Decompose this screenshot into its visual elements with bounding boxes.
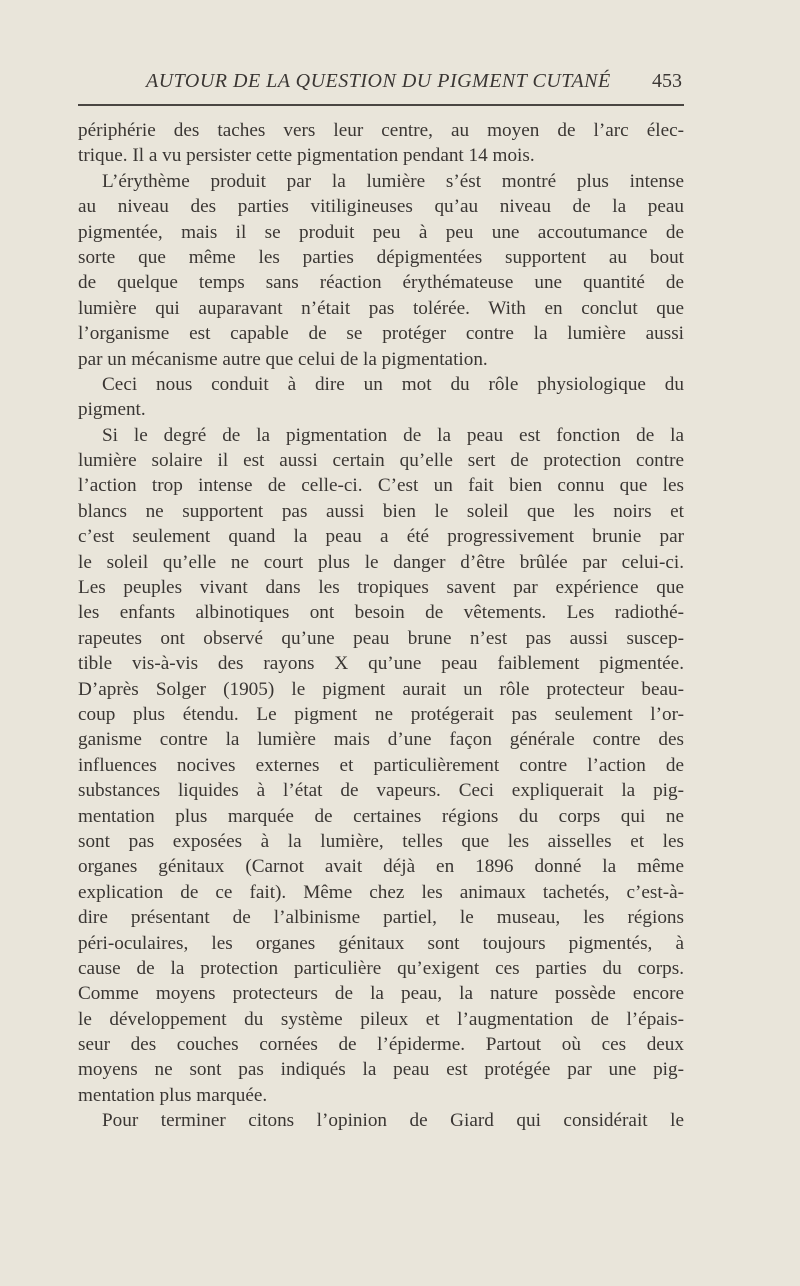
text-line: pigmentée, mais il se produit peu à peu une accoutumance de (78, 221, 684, 243)
text-line: le développement du système pileux et l’augmentation de l’épais- (78, 1008, 684, 1030)
text-line: c’est seulement quand la peau a été progressivement brunie par (78, 526, 684, 548)
text-line: rapeutes ont observé qu’une peau brune n’est pas aussi suscep- (78, 627, 684, 649)
text-line: lumière solaire il est aussi certain qu’elle sert de protection contre (78, 450, 684, 472)
text-line: mentation plus marquée de certaines régions du corps qui ne (78, 805, 684, 827)
text-line: l’organisme est capable de se protéger contre la lumière aussi (78, 323, 684, 345)
text-line: sorte que même les parties dépigmentées supportent au bout (78, 246, 684, 268)
text-line: organes génitaux (Carnot avait déjà en 1896 donné la même (78, 856, 684, 878)
text-line: influences nocives externes et particulièrement contre l’action de (78, 754, 684, 776)
text-line: les enfants albinotiques ont besoin de vêtements. Les radiothé- (78, 602, 684, 624)
text-line: explication de ce fait). Même chez les animaux tachetés, c’est-à- (78, 881, 684, 903)
text-line: lumière qui auparavant n’était pas tolérée. With en conclut que (78, 297, 684, 319)
body-text (78, 118, 684, 1134)
text-line: par un mécanisme autre que celui de la pigmentation. (78, 348, 488, 370)
text-line: coup plus étendu. Le pigment ne protégerait pas seulement l’or- (78, 703, 684, 725)
text-line: pigment. (78, 399, 146, 421)
text-line: Les peuples vivant dans les tropiques savent par expérience que (78, 577, 684, 599)
text-line: périphérie des taches vers leur centre, au moyen de l’arc élec- (78, 120, 684, 141)
text-line: mentation plus marquée. (78, 1084, 268, 1106)
text-line: Comme moyens protecteurs de la peau, la nature possède encore (78, 983, 684, 1005)
text-line: péri-oculaires, les organes génitaux sont toujours pigmentés, à (78, 932, 684, 954)
text-line: le soleil qu’elle ne court plus le danger d’être brûlée par celui-ci. (78, 551, 684, 573)
text-line: cause de la protection particulière qu’exigent ces parties du corps. (78, 957, 684, 979)
text-line: au niveau des parties vitiligineuses qu’au niveau de la peau (78, 196, 684, 218)
text-line: sont pas exposées à la lumière, telles que les aisselles et les (78, 830, 684, 852)
text-line: Pour terminer citons l’opinion de Giard qui considérait le (102, 1110, 684, 1132)
text-line: D’après Solger (1905) le pigment aurait un rôle protecteur beau- (78, 678, 684, 700)
text-line: Ceci nous conduit à dire un mot du rôle physiologique du (102, 373, 684, 395)
text-line: blancs ne supportent pas aussi bien le soleil que les noirs et (78, 500, 684, 522)
page-number: 453 (652, 70, 682, 92)
header-rule (78, 104, 684, 106)
text-line: tible vis-à-vis des rayons X qu’une peau faiblement pigmentée. (78, 653, 684, 675)
text-line: Si le degré de la pigmentation de la peau est fonction de la (102, 424, 684, 446)
text-line: de quelque temps sans réaction érythémateuse une quantité de (78, 272, 684, 294)
text-line: dire présentant de l’albinisme partiel, le museau, les régions (78, 907, 684, 929)
text-line: trique. Il a vu persister cette pigmentation pendant 14 mois. (78, 145, 535, 167)
running-head (78, 70, 682, 96)
text-line: ganisme contre la lumière mais d’une façon générale contre des (78, 729, 684, 751)
running-head-title: AUTOUR DE LA QUESTION DU PIGMENT CUTANÉ (146, 70, 611, 92)
text-line: L’érythème produit par la lumière s’ést montré plus intense (102, 170, 684, 192)
text-line: substances liquides à l’état de vapeurs. Ceci expliquerait la pig- (78, 780, 684, 802)
text-line: l’action trop intense de celle-ci. C’est un fait bien connu que les (78, 475, 684, 497)
text-line: seur des couches cornées de l’épiderme. Partout où ces deux (78, 1034, 684, 1056)
text-line: moyens ne sont pas indiqués la peau est protégée par une pig- (78, 1059, 684, 1081)
